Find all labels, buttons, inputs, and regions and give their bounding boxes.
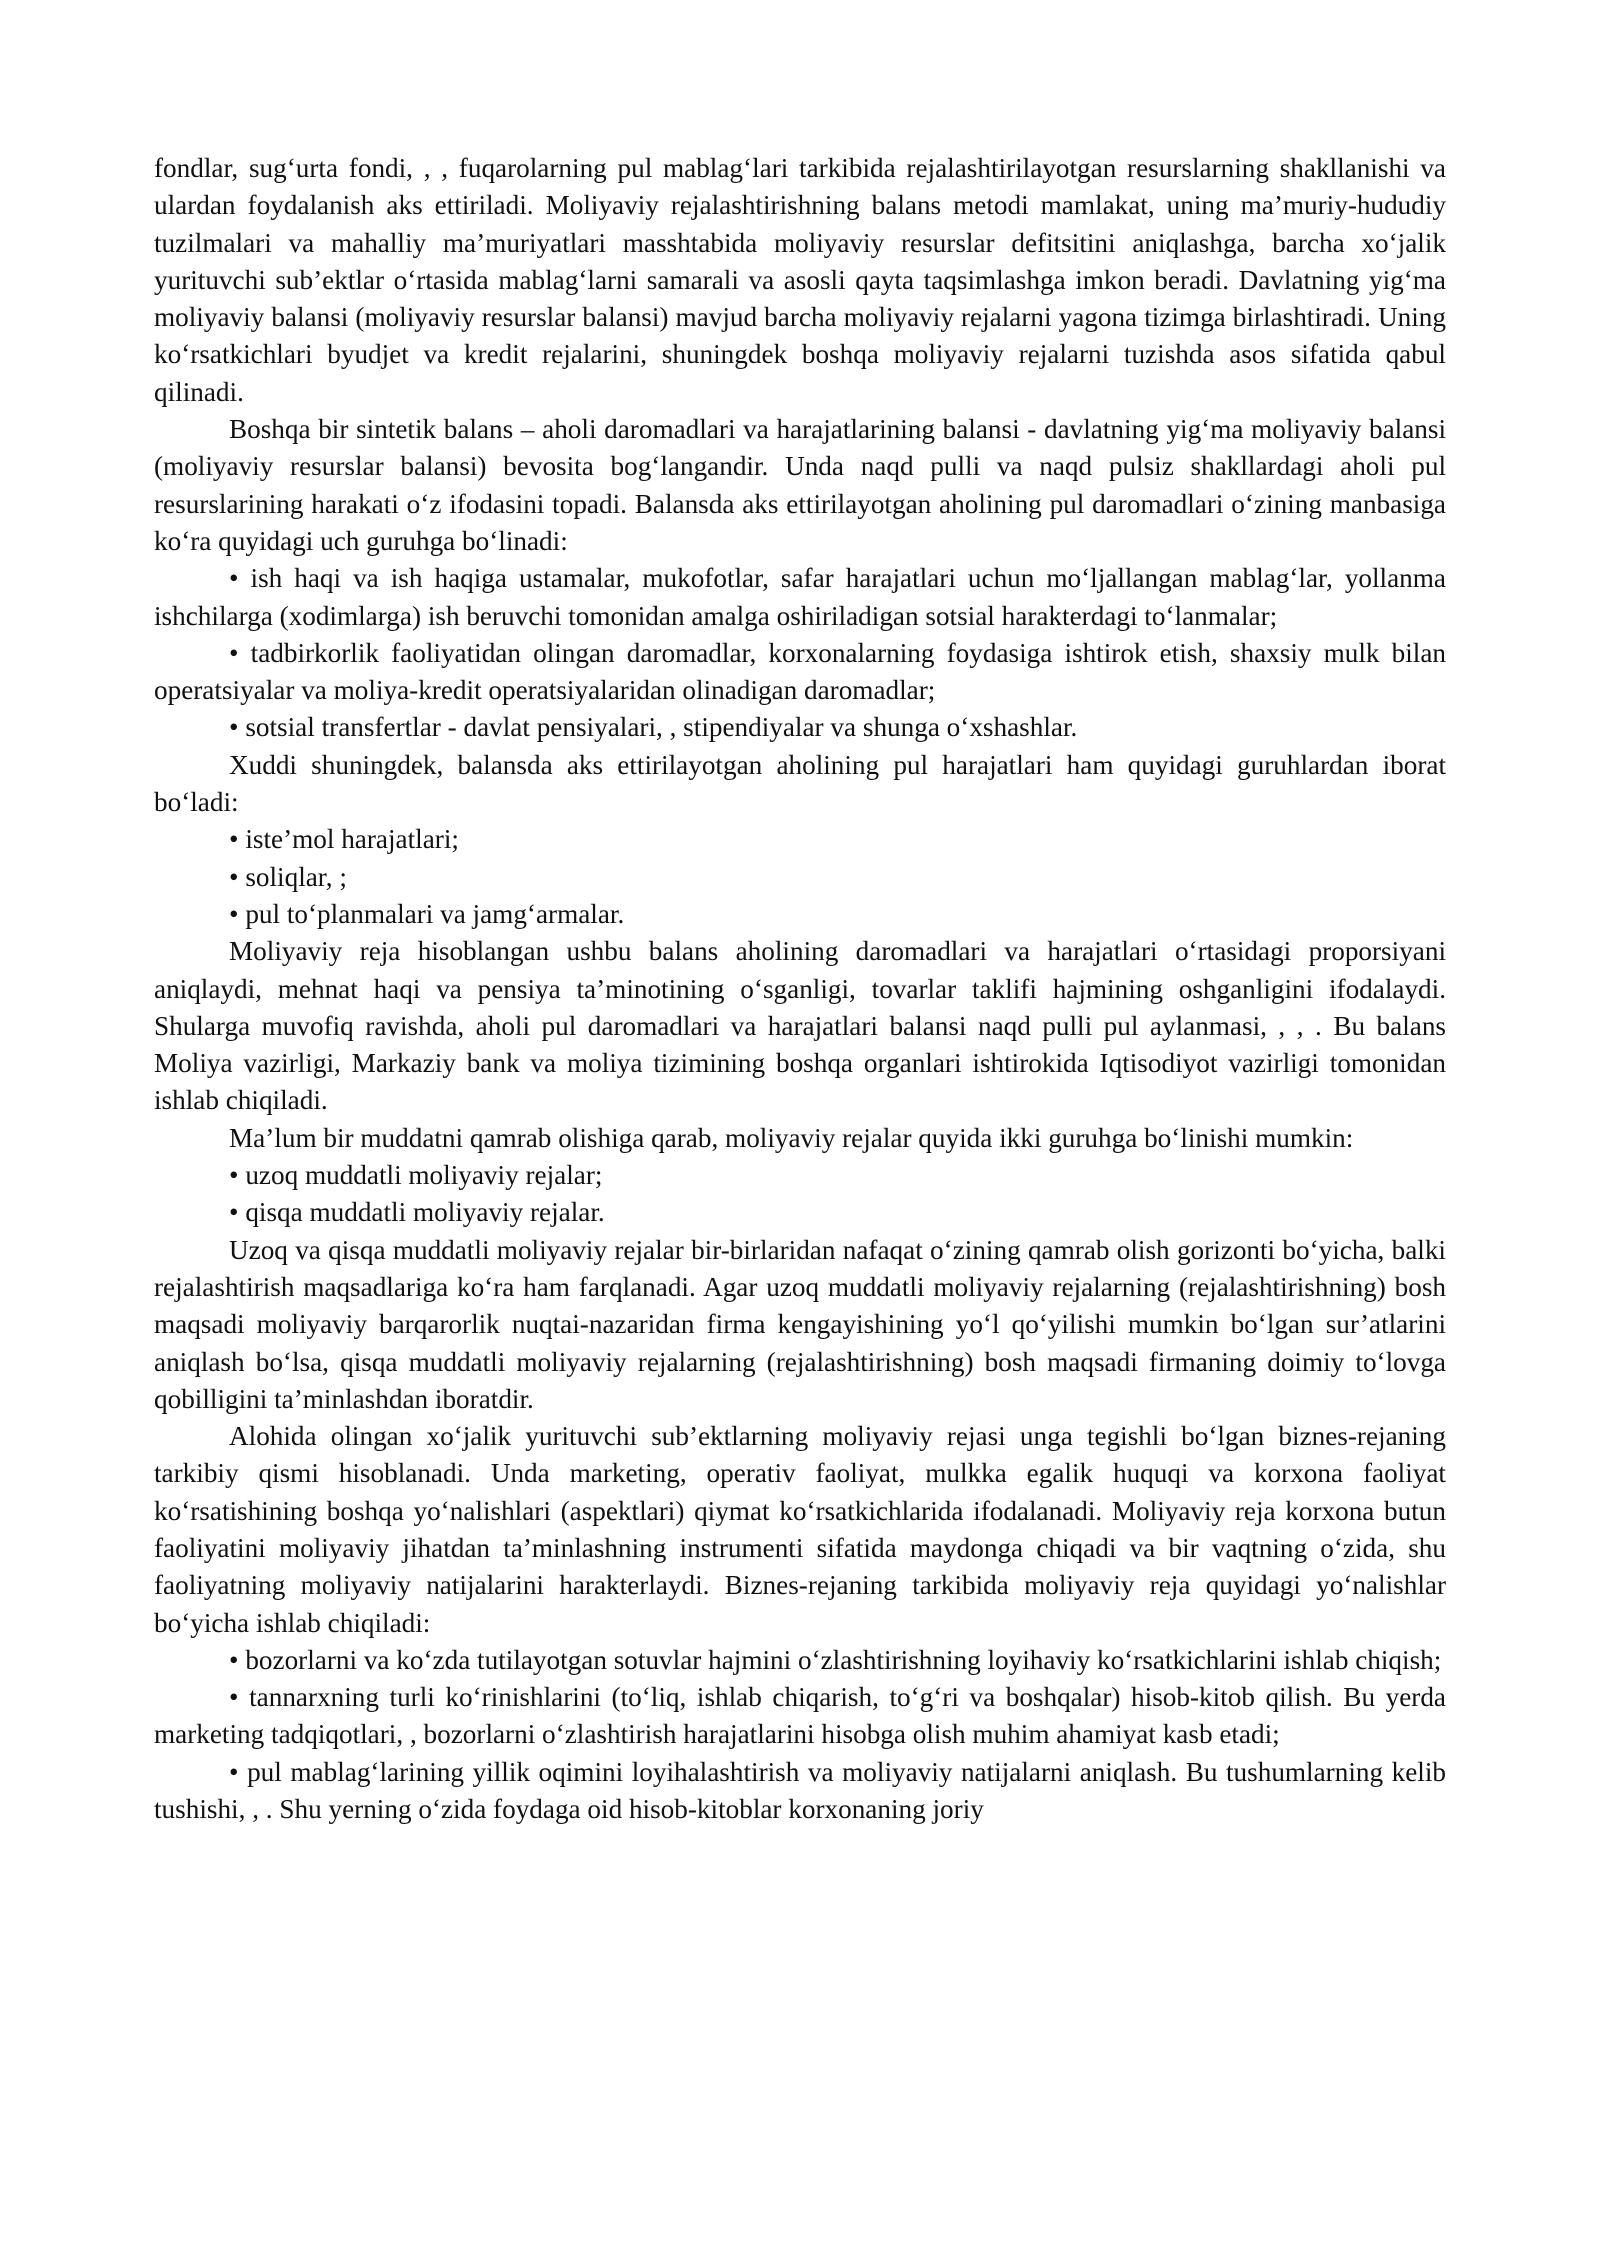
paragraph-continuation: fondlar, sug‘urta fondi, , , fuqarolarning pul mablag‘lari tarkibida rejalashtirilayotgan resurslarning shakllanishi va ulardan foydalanish aks ettiriladi. Moliyaviy rejalashtirishning balans metodi mamlakat, uning ma’muriy-hududiy tuzilmalari va mahalliy ma’muriyatlari masshtabida moliyaviy resurslar defitsitini aniqlashga, barcha xo‘jalik yurituvchi sub’ektlar o‘rtasida mablag‘larni samarali va asosli qayta taqsimlashga imkon beradi. Davlatning yig‘ma moliyaviy balansi (moliyaviy resurslar balansi) mavjud barcha moliyaviy rejalarni yagona tizimga birlashtiradi. Uning ko‘rsatkichlari byudjet va kredit rejalarini, shuningdek boshqa moliyaviy rejalarni tuzishda asos sifatida qabul qilinadi. bbox=[154, 153, 1446, 407]
bullet-long-term-plans: • uzoq muddatli moliyaviy rejalar; bbox=[229, 1160, 603, 1191]
paragraph-synthetic-balance: Boshqa bir sintetik balans – aholi daromadlari va harajatlarining balansi - davlatning yig‘ma moliyaviy balansi (moliyaviy resurslar balansi) bevosita bog‘langandir. Unda naqd pulli va naqd pulsiz shakllardagi aholi pul resurslarining harakati o‘z ifodasini topadi. Balansda aks ettirilayotgan aholining pul daromadlari o‘zining manbasiga ko‘ra quyidagi uch guruhga bo‘linadi: bbox=[154, 414, 1446, 556]
bullet-expense-savings: • pul to‘planmalari va jamg‘armalar. bbox=[229, 898, 625, 929]
bullet-markets-sales: • bozorlarni va ko‘zda tutilayotgan sotuvlar hajmini o‘zlashtirishning loyihaviy ko‘rsatkichlarini ishlab chiqish; bbox=[229, 1644, 1442, 1675]
bullet-cost-price: • tannarxning turli ko‘rinishlarini (to‘liq, ishlab chiqarish, to‘g‘ri va boshqalar) hisob-kitob qilish. Bu yerda marketing tadqiqotlari, , bozorlarni o‘zlashtirish harajatlarini hisobga olish muhim ahamiyat kasb etadi; bbox=[154, 1682, 1446, 1750]
bullet-cash-flow: • pul mablag‘larining yillik oqimini loyihalashtirish va moliyaviy natijalarni aniqlash. Bu tushumlarning kelib tushishi, , . Shu yerning o‘zida foydaga oid hisob-kitoblar korxonaning joriy bbox=[154, 1756, 1446, 1825]
bullet-expense-consumption: • iste’mol harajatlari; bbox=[229, 824, 459, 855]
bullet-expense-taxes: • soliqlar, ; bbox=[229, 861, 347, 892]
paragraph-balance-proportions: Moliyaviy reja hisoblangan ushbu balans aholining daromadlari va harajatlari o‘rtasidagi proporsiyani aniqlaydi, mehnat haqi va pensiya ta’minotining o‘sganligi, tovarlar taklifi hajmining oshganligini ifodalaydi. Shularga muvofiq ravishda, aholi pul daromadlari va harajatlari balansi naqd pulli pul aylanmasi, , , . Bu balans Moliya vazirligi, Markaziy bank va moliya tizimining boshqa organlari ishtirokida Iqtisodiyot vazirligi tomonidan ishlab chiqiladi. bbox=[154, 936, 1446, 1116]
bullet-income-transfers: • sotsial transfertlar - davlat pensiyalari, , stipendiyalar va shunga o‘xshashlar. bbox=[229, 712, 1078, 743]
paragraph-long-vs-short: Uzoq va qisqa muddatli moliyaviy rejalar bir-birlaridan nafaqat o‘zining qamrab olish gorizonti bo‘yicha, balki rejalashtirish maqsadlariga ko‘ra ham farqlanadi. Agar uzoq muddatli moliyaviy rejalarning (rejalashtirishning) bosh maqsadi moliyaviy barqarorlik nuqtai-nazaridan firma kengayishining yo‘l qo‘yilishi mumkin bo‘lgan sur’atlarini aniqlash bo‘lsa, qisqa muddatli moliyaviy rejalarning (rejalashtirishning) bosh maqsadi firmaning doimiy to‘lovga qobilligini ta’minlashdan iboratdir. bbox=[154, 1234, 1446, 1414]
bullet-income-wages: • ish haqi va ish haqiga ustamalar, mukofotlar, safar harajatlari uchun mo‘ljallangan mablag‘lar, yollanma ishchilarga (xodimlarga) ish beruvchi tomonidan amalga oshiriladigan sotsial harakterdagi to‘lanmalar; bbox=[154, 563, 1446, 631]
bullet-income-business: • tadbirkorlik faoliyatidan olingan daromadlar, korxonalarning foydasiga ishtirok etish, shaxsiy mulk bilan operatsiyalar va moliya-kredit operatsiyalaridan olinadigan daromadlar; bbox=[154, 637, 1446, 706]
bullet-short-term-plans: • qisqa muddatli moliyaviy rejalar. bbox=[229, 1197, 605, 1228]
document-page bbox=[154, 150, 1446, 1828]
paragraph-expenses-intro: Xuddi shuningdek, balansda aks ettirilayotgan aholining pul harajatlari ham quyidagi guruhlardan iborat bo‘ladi: bbox=[154, 749, 1446, 818]
paragraph-plan-groups: Ma’lum bir muddatni qamrab olishiga qarab, moliyaviy rejalar quyida ikki guruhga bo‘linishi mumkin: bbox=[229, 1122, 1354, 1153]
paragraph-business-plan: Alohida olingan xo‘jalik yurituvchi sub’ektlarning moliyaviy rejasi unga tegishli bo‘lgan biznes-rejaning tarkibiy qismi hisoblanadi. Unda marketing, operativ faoliyat, mulkka egalik huquqi va korxona faoliyat ko‘rsatishining boshqa yo‘nalishlari (aspektlari) qiymat ko‘rsatkichlarida ifodalanadi. Moliyaviy reja korxona butun faoliyatini moliyaviy jihatdan ta’minlashning instrumenti sifatida maydonga chiqadi va bir vaqtning o‘zida, shu faoliyatning moliyaviy natijalarini harakterlaydi. Biznes-rejaning tarkibida moliyaviy reja quyidagi yo‘nalishlar bo‘yicha ishlab chiqiladi: bbox=[154, 1421, 1446, 1638]
